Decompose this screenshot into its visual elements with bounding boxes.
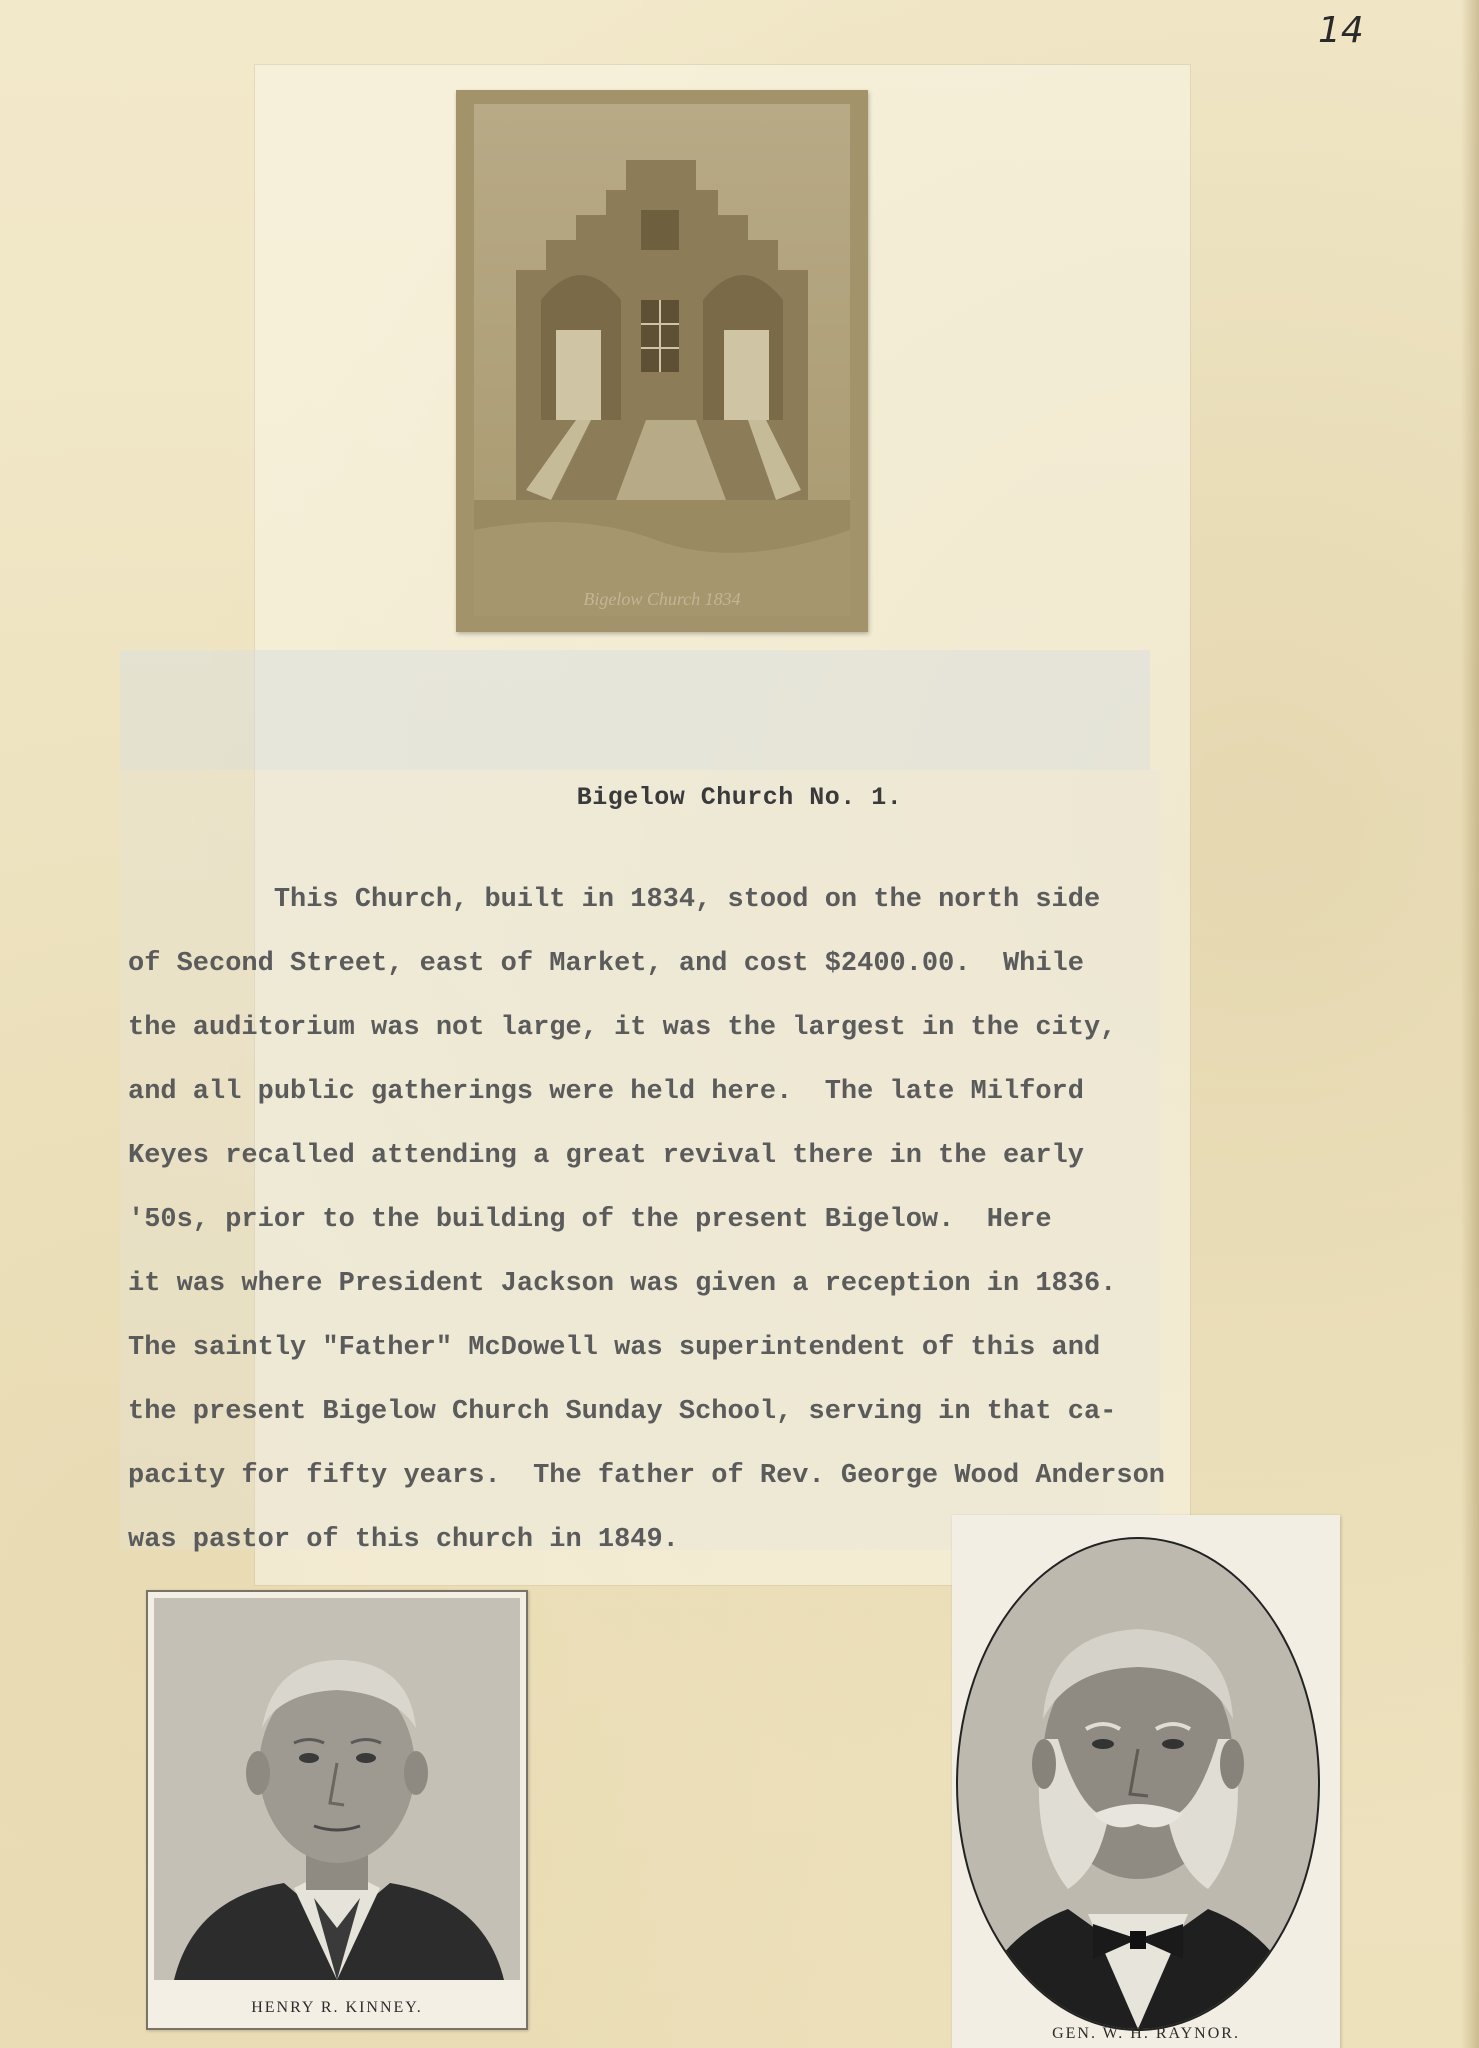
article-line: was pastor of this church in 1849.: [128, 1525, 679, 1555]
article-line: pacity for fifty years. The father of Rev. George Wood Anderson: [128, 1461, 1165, 1491]
church-building-image: [456, 90, 868, 632]
article-line: '50s, prior to the building of the present Bigelow. Here: [128, 1205, 1052, 1235]
photo-faint-caption: Bigelow Church 1834: [583, 589, 741, 609]
article-line: The saintly "Father" McDowell was superintendent of this and: [128, 1333, 1101, 1363]
bearded-man-portrait-image: [958, 1539, 1318, 2029]
portrait-photo: [154, 1598, 520, 1980]
portrait-henry-kinney: [146, 1590, 528, 2030]
oval-portrait-frame: [956, 1537, 1320, 2031]
tinted-paper-strip: [120, 650, 1150, 770]
article-line: the present Bigelow Church Sunday School, serving in that ca-: [128, 1397, 1117, 1427]
article-line: and all public gatherings were held here. The late Milford: [128, 1077, 1084, 1107]
portrait-caption-right: GEN. W. H. RAYNOR.: [1052, 2025, 1240, 2042]
article-line: the auditorium was not large, it was the largest in the city,: [128, 1013, 1117, 1043]
article-line: This Church, built in 1834, stood on the north side: [128, 885, 1101, 915]
article-line: Keyes recalled attending a great revival there in the early: [128, 1141, 1084, 1171]
page-edge: [1461, 0, 1479, 2048]
article-line: it was where President Jackson was given a reception in 1836.: [128, 1269, 1117, 1299]
article-line: of Second Street, east of Market, and cost $2400.00. While: [128, 949, 1084, 979]
portrait-wh-raynor: [952, 1515, 1340, 2048]
article-body: [128, 868, 1368, 1572]
page-number: 14: [1318, 10, 1364, 51]
article-title: Bigelow Church No. 1.: [576, 783, 903, 812]
portrait-caption-left: HENRY R. KINNEY.: [251, 1999, 423, 2016]
church-photograph: [456, 90, 868, 632]
man-portrait-image: [154, 1598, 520, 1980]
